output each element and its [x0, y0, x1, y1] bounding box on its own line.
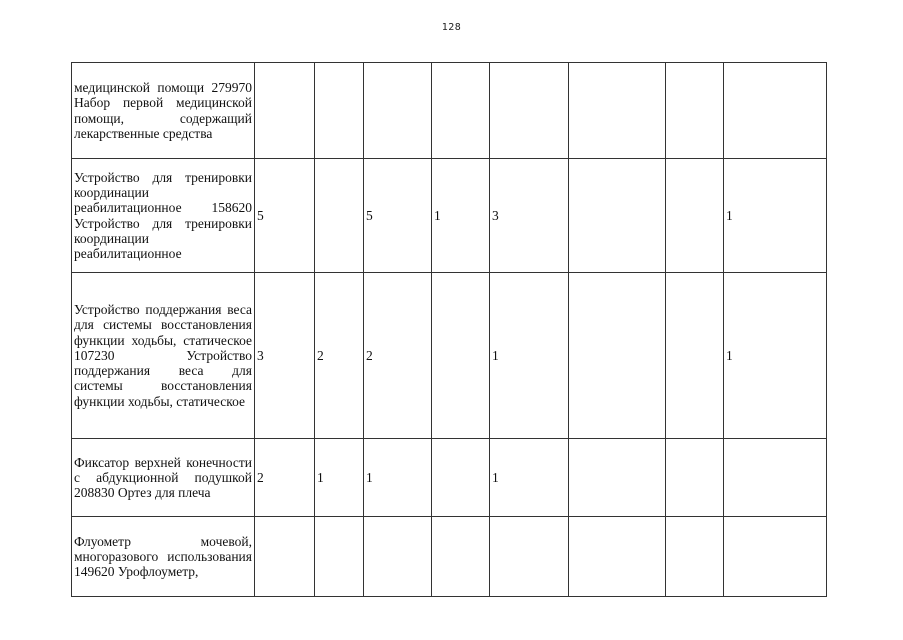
value-cell — [569, 439, 666, 517]
value-cell: 2 — [255, 439, 315, 517]
value-cell — [315, 63, 364, 159]
value-cell: 2 — [315, 273, 364, 439]
item-name-cell: Устройство поддержания веса для системы восстановления функции ходьбы, статическое 107230 Устройство поддержания веса для системы восстановления функции ходьбы, статическое — [72, 273, 255, 439]
page-number: 128 — [441, 22, 462, 33]
value-cell — [666, 159, 724, 273]
value-cell — [255, 517, 315, 597]
value-cell — [364, 517, 432, 597]
item-name-cell: Фиксатор верхней конечности с абдукционной подушкой 208830 Ортез для плеча — [72, 439, 255, 517]
value-cell — [315, 159, 364, 273]
item-name-cell: Флуометр мочевой, многоразового использования 149620 Урофлоуметр, — [72, 517, 255, 597]
value-cell: 3 — [490, 159, 569, 273]
value-cell: 2 — [364, 273, 432, 439]
value-cell — [364, 63, 432, 159]
value-cell: 1 — [490, 273, 569, 439]
value-cell: 3 — [255, 273, 315, 439]
value-cell — [255, 63, 315, 159]
value-cell — [666, 439, 724, 517]
value-cell — [490, 63, 569, 159]
value-cell — [569, 63, 666, 159]
table-row — [72, 273, 827, 439]
value-cell: 1 — [724, 273, 827, 439]
value-cell: 1 — [364, 439, 432, 517]
value-cell — [666, 273, 724, 439]
value-cell — [569, 159, 666, 273]
value-cell: 5 — [255, 159, 315, 273]
value-cell: 1 — [432, 159, 490, 273]
value-cell: 1 — [315, 439, 364, 517]
item-name-cell: медицинской помощи 279970 Набор первой медицинской помощи, содержащий лекарственные средства — [72, 63, 255, 159]
equipment-table — [71, 62, 827, 597]
value-cell — [432, 273, 490, 439]
value-cell — [315, 517, 364, 597]
value-cell — [490, 517, 569, 597]
table-row — [72, 517, 827, 597]
item-name-cell: Устройство для тренировки координации реабилитационное 158620 Устройство для тренировки координации реабилитационное — [72, 159, 255, 273]
value-cell: 5 — [364, 159, 432, 273]
value-cell — [432, 517, 490, 597]
value-cell — [666, 63, 724, 159]
value-cell: 1 — [490, 439, 569, 517]
value-cell — [666, 517, 724, 597]
table-row — [72, 439, 827, 517]
value-cell — [569, 273, 666, 439]
value-cell: 1 — [724, 159, 827, 273]
value-cell — [724, 63, 827, 159]
table-row — [72, 159, 827, 273]
value-cell — [432, 439, 490, 517]
value-cell — [432, 63, 490, 159]
value-cell — [724, 439, 827, 517]
table-row — [72, 63, 827, 159]
value-cell — [724, 517, 827, 597]
value-cell — [569, 517, 666, 597]
